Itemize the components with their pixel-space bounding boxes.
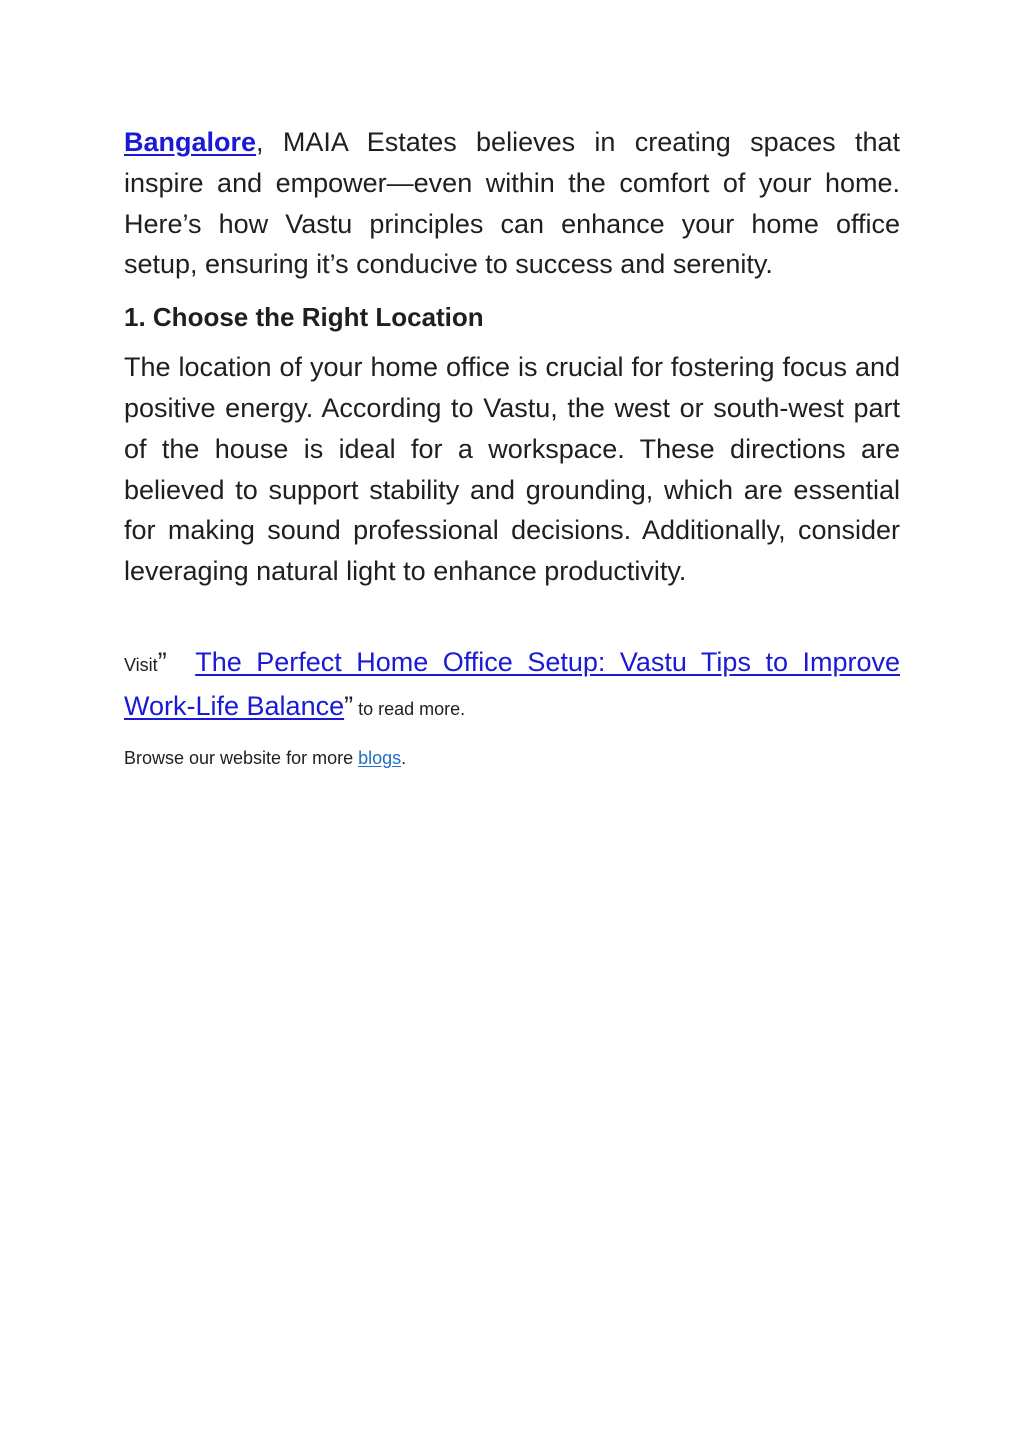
intro-text: , MAIA Estates believes in creating spaces that inspire and empower—even within the comfort of your home. Here’s how Vastu principles can enhance your home office setup, ensuring it’s conducive to success and serenity. <box>124 127 900 280</box>
bangalore-link[interactable]: Bangalore <box>124 127 257 157</box>
section-body: The location of your home office is crucial for fostering focus and positive energy. According to Vastu, the west or south-west part of the house is ideal for a workspace. These directions are believed to support stability and grounding, which are essential for making sound professional decisions. Additionally, consider leveraging natural light to enhance productivity. <box>124 352 900 587</box>
article-link[interactable]: The Perfect Home Office Setup: Vastu Tips to Improve Work-Life Balance <box>124 646 900 721</box>
visit-prefix: Visit <box>124 654 158 675</box>
visit-suffix: to read more. <box>353 698 466 719</box>
section-heading: 1. Choose the Right Location <box>124 302 484 333</box>
visit-line <box>124 642 900 730</box>
browse-end: . <box>401 747 407 768</box>
document-page <box>124 122 900 772</box>
visit-close-quote: ” <box>344 690 354 721</box>
browse-line <box>124 744 900 772</box>
visit-open-quote: ” <box>157 646 167 677</box>
intro-paragraph <box>124 122 900 285</box>
browse-text: Browse our website for more <box>124 747 359 768</box>
blogs-link[interactable]: blogs <box>358 747 402 768</box>
